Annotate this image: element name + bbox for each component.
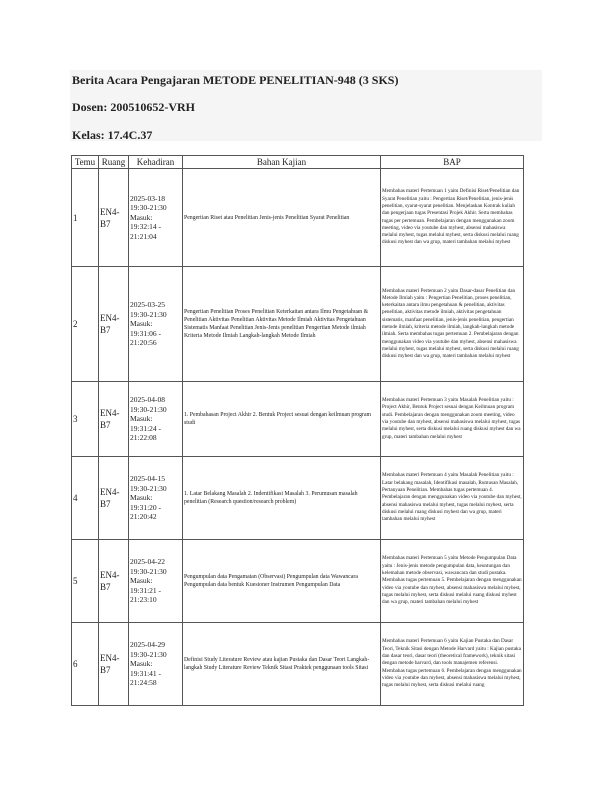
- cell-temu: 3: [72, 382, 99, 457]
- tanggal: 2025-04-15: [130, 474, 165, 484]
- jam: 19:30-21:30: [130, 404, 167, 414]
- tanggal: 2025-03-25: [130, 300, 165, 310]
- header-bahan-kajian: Bahan Kajian: [183, 156, 381, 169]
- cell-kehadiran: [129, 267, 183, 382]
- tanggal: 2025-04-22: [130, 557, 165, 567]
- header-temu: Temu: [72, 156, 99, 169]
- masuk-time: 19:31:20 - 21:20:42: [130, 502, 162, 522]
- masuk-time: 19:31:21 - 21:23:10: [130, 585, 162, 605]
- document-title: Berita Acara Pengajaran METODE PENELITIAN-948 (3 SKS): [72, 73, 399, 87]
- masuk-label: Masuk:: [130, 319, 153, 329]
- cell-bap: Membahas materi Pertemuan 2 yaitu Dasar-dasar Penelitian dan Metode Ilmiah yaitu : Pengertian Penelitian, proses penelitian, keterkaitan antara ilmu pengetahuan & penelitian, aktivitas penelitian, aktivitas metode ilmiah, aktivitas pengetahuan sistematis, manfaat penelitian, jenis-jenis penelitian, pengertian metode ilmiah, kriteria metode ilmiah, langkah-langkah metode ilmiah. Serta membahas tugas pertemuan 2. Pembelajaran dengan menggunakan video via youtube dan myhest, absensi mahasiswa melalui myhest, tugas melalui myhest, serta diskusi melalui ruang diskusi myhest dan wa grup, materi tambahan melalui myhest: [381, 267, 524, 382]
- header-bap: BAP: [381, 156, 524, 169]
- masuk-time: 19:31:06 - 21:20:56: [130, 328, 162, 348]
- masuk-label: Masuk:: [130, 576, 153, 586]
- cell-ruang: EN4-B7: [99, 623, 129, 706]
- cell-temu: 2: [72, 267, 99, 382]
- cell-kehadiran: [129, 540, 183, 623]
- cell-ruang: EN4-B7: [99, 267, 129, 382]
- cell-bap: Membahas materi Pertemuan 6 yaitu Kajian Pustaka dan Dasar Teori, Teknik Sitasi dengan Metode Harvard yaitu : Kajian pustaka dan dasar teori, dasar teori (theoretical framework), teknik sitasi dengan metode harvard, dan tools manajemen referensi. Membahas tugas pertemuan 6. Pembelajaran dengan menggunakan video via youtube dan myhest, absensi mahasiswa melalui myhest, tugas melalui myhest, serta diskusi melalui ruang: [381, 623, 524, 706]
- cell-bap: Membahas materi Pertemuan 4 yaitu Masalah Penelitian yaitu : Latar belakang masalah, Identifikasi masalah, Rumusan Masalah, Pertanyaan Penelitian. Membahas tugas pertemuan 4. Pembelajaran dengan menggunakan video via youtube dan myhest, absensi mahasiswa melalui myhest, tugas melalui myhest, serta diskusi melalui ruang diskusi myhest dan wa grup, materi tambahan melalui myhest: [381, 457, 524, 540]
- jam: 19:30-21:30: [130, 649, 167, 659]
- cell-bap: Membahas materi Pertemuan 5 yaitu Metode Pengumpulan Data yaitu : Jenis-jenis metode pengumpulan data, keuntungan dan kelemahan metode observasi, wawancara dan studi pustaka. Membahas tugas pertemuan 5. Pembelajaran dengan menggunakan video via youtube dan myhest, absensi mahasiswa melalui myhest, tugas melalui myhest, serta diskusi melalui ruang diskusi myhest dan wa grup, materi tambahan melalui myhest: [381, 540, 524, 623]
- dosen-label: Dosen: 200510652-VRH: [72, 100, 195, 114]
- masuk-label: Masuk:: [130, 212, 153, 222]
- table-row: [72, 169, 524, 267]
- cell-kehadiran: [129, 169, 183, 267]
- table-row: [72, 382, 524, 457]
- table-row: [72, 623, 524, 706]
- cell-bahan-kajian: Definisi Study Literature Review atau kajian Pustaka dan Dasar Teori Langkah-langkah Study Literature Review Teknik Sitasi Praktek penggunaan tools Sitasi: [183, 623, 381, 706]
- jam: 19:30-21:30: [130, 309, 167, 319]
- table-row: [72, 457, 524, 540]
- masuk-time: 19:31:41 - 21:24:58: [130, 668, 162, 688]
- cell-temu: 5: [72, 540, 99, 623]
- cell-bahan-kajian: Pengertian Penelitian Proses Penelitian Keterkaitan antara Ilmu Pengetahuan & Penelitian Aktivitas Penelitian Aktivitas Metode Ilmiah Aktivitas Pengetahuan Sistematis Manfaat Penelitian Jenis-Jenis penelitian Pengertian Metode ilmiah Kriteria Metode Ilmiah Langkah-langkah Metode Ilmiah: [183, 267, 381, 382]
- header-kehadiran: Kehadiran: [129, 156, 183, 169]
- cell-temu: 1: [72, 169, 99, 267]
- cell-bap: Membahas materi Pertemuan 3 yaitu Masalah Penelitian yaitu : Project Akhir, Bentuk Project sesuai dengan Keilmuan program studi. Pembelajaran dengan menggunakan zoom meeting, video via youtube dan myhest, absensi mahasiswa melalui myhest, tugas melalui myhest, serta diskusi melalui ruang diskusi myhest dan wa grup, materi tambahan melalui myhest: [381, 382, 524, 457]
- cell-kehadiran: [129, 382, 183, 457]
- cell-bahan-kajian: Pengertian Riset atau Penelitian Jenis-jenis Penelitian Syarat Penelitian: [183, 169, 381, 267]
- tanggal: 2025-04-08: [130, 395, 165, 405]
- masuk-label: Masuk:: [130, 493, 153, 503]
- cell-temu: 4: [72, 457, 99, 540]
- masuk-label: Masuk:: [130, 414, 153, 424]
- cell-ruang: EN4-B7: [99, 169, 129, 267]
- cell-temu: 6: [72, 623, 99, 706]
- cell-ruang: EN4-B7: [99, 540, 129, 623]
- cell-bahan-kajian: Pengumpulan data Pengamatan (Observasi) Pengumpulan data Wawancara Pengumpulan data bentuk Kuesioner Instrumen Pengumpulan Data: [183, 540, 381, 623]
- cell-bahan-kajian: 1. Latar Belakang Masalah 2. Indentifikasi Masalah 3. Perumusan masalah penelitian (Research question/research problem): [183, 457, 381, 540]
- cell-bap: Membahas materi Pertemuan 1 yaitu Definisi Riset/Penelitian dan Syarat Penelitian yaitu : Pengertian Riset/Penelitian, jenis-jenis penelitian, syarat-syarat penelitian. Menjelaskan Kontrak kuliah dan pengerjaan tugas Presentasi Projek Akhir. Serta membahas tugas per pertemuan. Pembelajaran dengan menggunakan zoom meeting, video via youtube dan myhest, absensi mahasiswa melalui myhest, tugas melalui myhest, serta diskusi melalui ruang diskusi myhest dan wa grup, materi tambahan melalui myhest: [381, 169, 524, 267]
- jam: 19:30-21:30: [130, 566, 167, 576]
- table-row: [72, 540, 524, 623]
- masuk-label: Masuk:: [130, 659, 153, 669]
- jam: 19:30-21:30: [130, 483, 167, 493]
- masuk-time: 19:31:24 - 21:22:08: [130, 423, 162, 443]
- attendance-table: [71, 155, 524, 706]
- tanggal: 2025-03-18: [130, 193, 165, 203]
- table-row: [72, 267, 524, 382]
- cell-bahan-kajian: 1. Pembahasan Project Akhir 2. Bentuk Project sesuai dengan keilmuan program studi: [183, 382, 381, 457]
- tanggal: 2025-04-29: [130, 640, 165, 650]
- kelas-label: Kelas: 17.4C.37: [72, 128, 153, 142]
- cell-ruang: EN4-B7: [99, 382, 129, 457]
- cell-ruang: EN4-B7: [99, 457, 129, 540]
- jam: 19:30-21:30: [130, 203, 167, 213]
- header-ruang: Ruang: [99, 156, 129, 169]
- table-header-row: [72, 156, 524, 169]
- masuk-time: 19:32:14 - 21:21:04: [130, 222, 162, 241]
- cell-kehadiran: [129, 623, 183, 706]
- cell-kehadiran: [129, 457, 183, 540]
